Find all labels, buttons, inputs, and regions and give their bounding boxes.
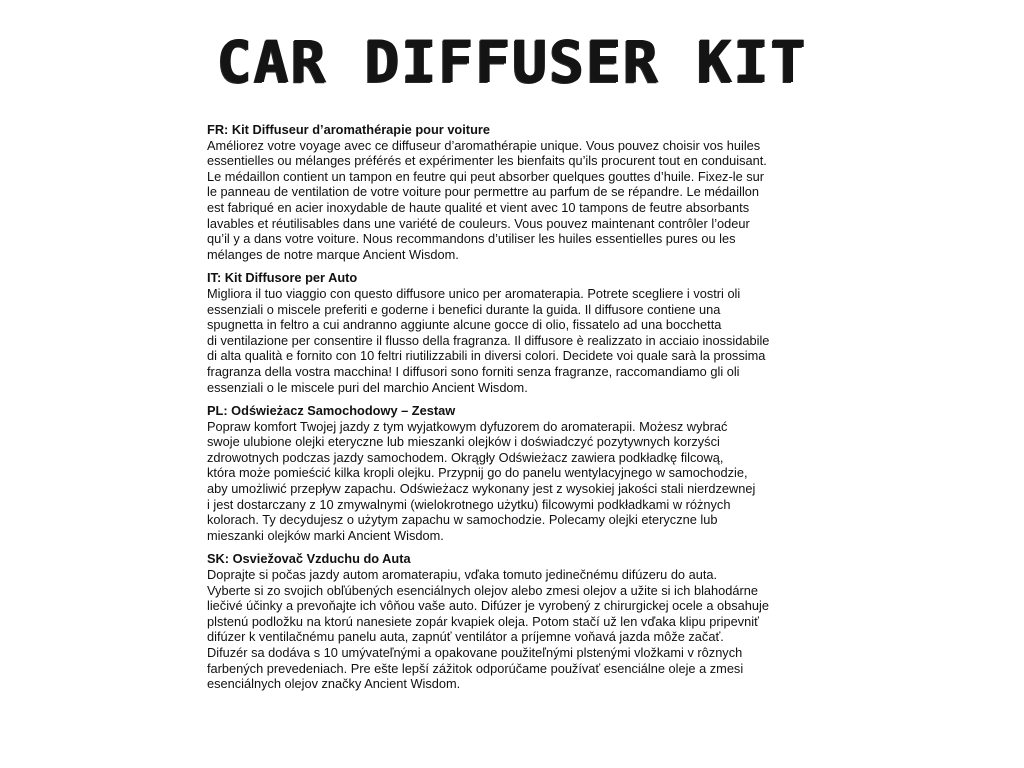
body-text-line: która może pomieścić kilka kropli olejku. Przypnij go do panelu wentylacyjnego w samochodzie, [207, 465, 748, 481]
body-text-line: difúzer k ventilačnému panelu auta, zapnúť ventilátor a príjemne voňavá jazda môže začať. [207, 629, 724, 645]
body-text-line: Migliora il tuo viaggio con questo diffusore unico per aromaterapia. Potrete scegliere i vostri oli [207, 285, 741, 301]
section-it [207, 270, 827, 395]
body-text-line: le panneau de ventilation de votre voiture pour permettre au parfum de se répandre. Le médaillon [207, 184, 760, 200]
body-text-line: zdrowotnych podczas jazdy samochodem. Okrągły Odświeżacz zawiera podkładkę filcową, [207, 449, 724, 465]
document-body [207, 122, 827, 700]
section-heading: IT: Kit Diffusore per Auto [207, 270, 358, 286]
section-heading: PL: Odświeżacz Samochodowy – Zestaw [207, 403, 456, 419]
body-text-line: essenziali o le miscele puri del marchio Ancient Wisdom. [207, 379, 528, 395]
body-text-line: Améliorez votre voyage avec ce diffuseur d’aromathérapie unique. Vous pouvez choisir vos huiles [207, 137, 761, 153]
body-text-line: lavables et réutilisables dans une variété de couleurs. Vous pouvez maintenant contrôler l’odeur [207, 215, 750, 231]
body-text-line: qu’il y a dans votre voiture. Nous recommandons d’utiliser les huiles essentielles pures ou les [207, 231, 736, 247]
body-text-line: Vyberte si zo svojich obľúbených esenciálnych olejov alebo zmesi olejov a užite si ich blahodárne [207, 582, 758, 598]
body-text-line: essentielles ou mélanges préférés et expérimenter les bienfaits qu’ils procurent tout en conduisant. [207, 153, 767, 169]
body-text-line: esenciálnych olejov značky Ancient Wisdom. [207, 676, 461, 692]
body-text-line: essenziali o miscele preferiti e goderne i benefici durante la guida. Il diffusore contiene una [207, 301, 721, 317]
body-text-line: Le médaillon contient un tampon en feutre qui peut absorber quelques gouttes d’huile. Fixez-le sur [207, 168, 765, 184]
body-text-line: mélanges de notre marque Ancient Wisdom. [207, 246, 459, 262]
page-title: CAR DIFFUSER KIT [216, 28, 808, 96]
body-text-line: mieszanki olejków marki Ancient Wisdom. [207, 527, 444, 543]
body-text-line: liečivé účinky a prevoňajte ich vôňou vaše auto. Difúzer je vyrobený z chirurgickej ocele a obsahuje [207, 598, 769, 614]
body-text-line: farbených prevedeniach. Pre ešte lepší zážitok odporúčame používať esenciálne oleje a zmesi [207, 660, 744, 676]
body-text-line: aby umożliwić przepływ zapachu. Odświeżacz wykonany jest z wysokiej jakości stali nierdzewnej [207, 481, 756, 497]
body-text-line: Difuzér sa dodáva s 10 umývateľnými a opakovane použiteľnými plstenými vložkami v rôznych [207, 645, 743, 660]
body-text-line: Popraw komfort Twojej jazdy z tym wyjatkowym dyfuzorem do aromaterapii. Możesz wybrać [207, 418, 728, 434]
body-text-line: di alta qualità e fornito con 10 feltri riutilizzabili in diversi colori. Decidete voi quale sarà la prossima [207, 348, 766, 364]
section-sk [207, 551, 827, 691]
body-text-line: plstenú podložku na ktorú nanesiete zopár kvapiek oleja. Potom stačí už len vďaka klipu pripevniť [207, 613, 759, 629]
body-text-line: swoje ulubione olejki eteryczne lub mieszanki olejków i doświadczyć pozytywnych korzyści [207, 434, 720, 450]
section-pl [207, 403, 827, 543]
body-text-line: kolorach. Ty decydujesz o użytym zapachu w samochodzie. Polecamy olejki eteryczne lub [207, 512, 718, 528]
section-heading: FR: Kit Diffuseur d’aromathérapie pour voiture [207, 122, 490, 137]
section-fr [207, 122, 827, 262]
body-text-line: i jest dostarczany z 10 zmywalnymi (wielokrotnego użytku) filcowymi podkładkami w różnych [207, 496, 731, 512]
body-text-line: Doprajte si počas jazdy autom aromaterapiu, vďaka tomuto jedinečnému difúzeru do auta. [207, 567, 718, 583]
body-text-line: fragranza della vostra macchina! I diffusori sono forniti senza fragranze, raccomandiamo gli oli [207, 363, 740, 379]
body-text-line: di ventilazione per consentire il flusso della fragranza. Il diffusore è realizzato in acciaio inossidabile [207, 332, 770, 348]
body-text-line: spugnetta in feltro a cui andranno aggiunte alcune gocce di olio, fissatelo ad una bocchetta [207, 317, 722, 333]
body-text-line: est fabriqué en acier inoxydable de haute qualité et vient avec 10 tampons de feutre absorbants [207, 199, 750, 215]
section-heading: SK: Osviežovač Vzduchu do Auta [207, 551, 411, 567]
